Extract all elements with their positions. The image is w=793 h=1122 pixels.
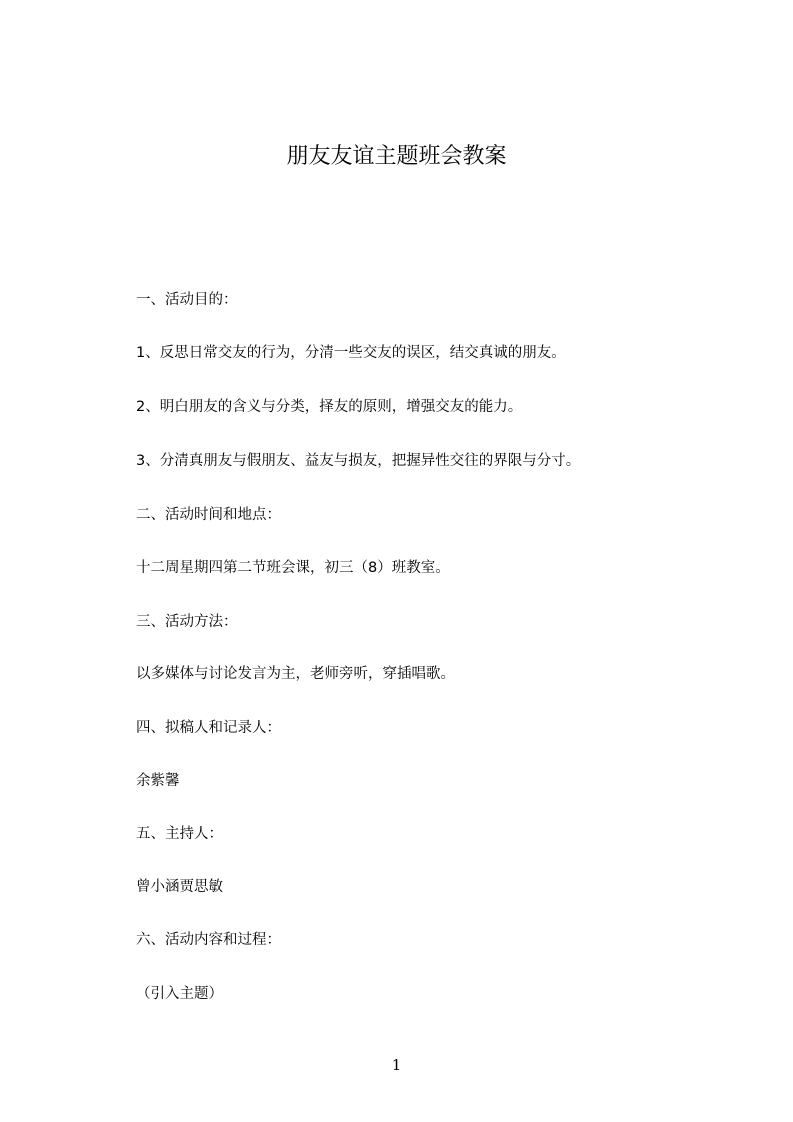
time-place-text: 十二周星期四第二节班会课，初三（8）班教室。 (136, 560, 450, 576)
purpose-item-2: 2、明白朋友的含义与分类，择友的原则，增强交友的能力。 (136, 399, 523, 415)
method-text: 以多媒体与讨论发言为主，老师旁听，穿插唱歌。 (136, 666, 455, 682)
document-title: 朋友友谊主题班会教案 (286, 144, 507, 169)
section-heading-host: 五、主持人： (136, 826, 223, 842)
purpose-item-1: 1、反思日常交友的行为，分清一些交友的误区，结交真诚的朋友。 (136, 345, 566, 361)
section-heading-method: 三、活动方法： (136, 614, 238, 630)
section-heading-content: 六、活动内容和过程： (136, 932, 281, 948)
purpose-item-3: 3、分清真朋友与假朋友、益友与损友，把握异性交往的界限与分寸。 (136, 453, 581, 469)
section-heading-purpose: 一、活动目的： (136, 292, 238, 308)
intro-topic: （引入主题） (136, 986, 223, 1002)
section-heading-time-place: 二、活动时间和地点： (136, 507, 281, 523)
host-names: 曾小涵贾思敏 (136, 879, 223, 895)
page-number: 1 (391, 1056, 402, 1074)
drafter-name: 余紫馨 (136, 773, 180, 789)
section-heading-drafter: 四、拟稿人和记录人： (136, 720, 281, 736)
